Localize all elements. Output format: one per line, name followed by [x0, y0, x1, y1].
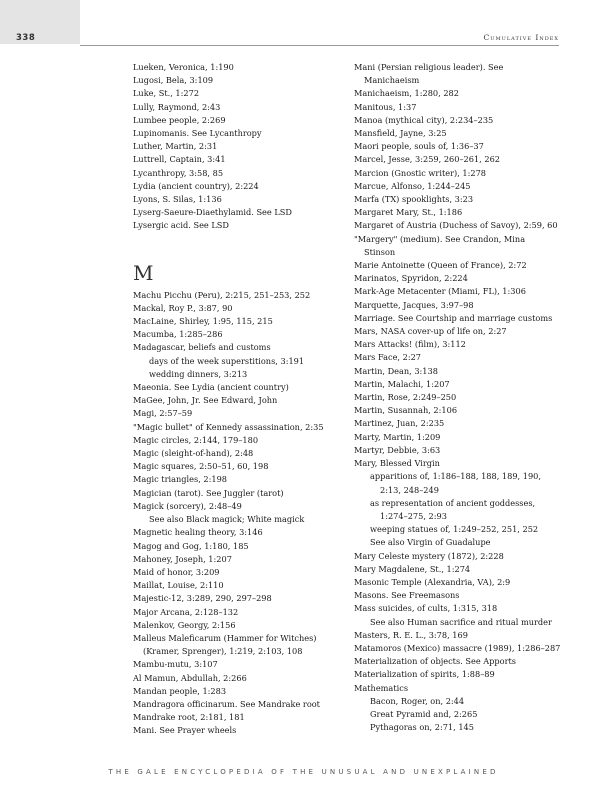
index-entry: Masters, R. E. L., 3:78, 169	[354, 629, 468, 640]
index-see-also: See also Human sacrifice and ritual murder	[370, 616, 552, 627]
index-entry: Marty, Martin, 1:209	[354, 431, 441, 442]
index-entry: Mars Face, 2:27	[354, 352, 422, 363]
index-entry: MaGee, John, Jr. See Edward, John	[133, 395, 278, 406]
index-entry: Magi, 2:57–59	[133, 408, 193, 419]
index-entry: Maid of honor, 3:209	[133, 566, 220, 577]
index-entry: Major Arcana, 2:128–132	[133, 606, 239, 617]
index-entry: Lyserg-Saeure-Diaethylamid. See LSD	[133, 207, 292, 218]
index-entry: Matamoros (Mexico) massacre (1989), 1:286–287	[354, 642, 561, 653]
index-entry: Marcel, Jesse, 3:259, 260–261, 262	[354, 154, 500, 165]
index-entry: Manoa (mythical city), 2:234–235	[354, 114, 494, 125]
index-subentry: as representation of ancient goddesses,	[370, 497, 536, 508]
index-entry: Lueken, Veronica, 1:190	[133, 62, 234, 72]
index-entry: Magick (sorcery), 2:48–49	[133, 500, 242, 511]
index-entry: Manichaeism, 1:280, 282	[354, 88, 459, 99]
index-subentry: apparitions of, 1:186–188, 188, 189, 190,	[370, 471, 541, 482]
index-entry: Lysergic acid. See LSD	[133, 220, 229, 231]
index-entry: Lugosi, Bela, 3:109	[133, 75, 214, 86]
index-entry: Materialization of objects. See Apports	[354, 656, 516, 667]
page-number-tab	[0, 0, 80, 44]
index-entry: Magic squares, 2:50–51, 60, 198	[133, 461, 269, 472]
index-entry: Martin, Susannah, 2:106	[354, 405, 458, 416]
index-entry: Luther, Martin, 2:31	[133, 141, 218, 152]
index-entry: Martinez, Juan, 2:235	[354, 418, 445, 429]
index-entry: Marfa (TX) spooklights, 3:23	[354, 194, 474, 205]
index-entry: Lyons, S. Silas, 1:136	[133, 194, 222, 205]
index-entry: MacLaine, Shirley, 1:95, 115, 215	[133, 316, 273, 327]
index-entry: Malenkov, Georgy, 2:156	[133, 619, 236, 630]
index-entry: Macumba, 1:285–286	[133, 329, 223, 340]
index-entry: Maeonia. See Lydia (ancient country)	[133, 382, 289, 393]
index-entry: Materialization of spirits, 1:88–89	[354, 669, 495, 680]
index-entry: Madagascar, beliefs and customs	[133, 342, 271, 353]
index-entry: Magog and Gog, 1:180, 185	[133, 540, 249, 551]
index-entry: Lycanthropy, 3:58, 85	[133, 167, 224, 178]
index-entry: Mathematics	[354, 682, 409, 693]
index-entry: Mandragora officinarum. See Mandrake root	[133, 698, 320, 709]
index-entry: Margaret of Austria (Duchess of Savoy), 2:59, 60	[354, 220, 558, 231]
index-entry-continuation: Stinson	[364, 246, 396, 257]
running-head: Cumulative Index	[483, 33, 559, 42]
index-entry-continuation: (Kramer, Sprenger), 1:219, 2:103, 108	[143, 646, 303, 657]
index-entry: Magic (sleight-of-hand), 2:48	[133, 448, 254, 459]
page-number: 338	[16, 33, 36, 43]
index-entry: Mars, NASA cover-up of life on, 2:27	[354, 326, 507, 337]
index-entry: Mark-Age Metacenter (Miami, FL), 1:306	[354, 286, 526, 297]
index-entry: Marie Antoinette (Queen of France), 2:72	[354, 260, 527, 271]
index-entry: Marinatos, Spyridon, 2:224	[354, 273, 468, 284]
index-entry: Machu Picchu (Peru), 2:215, 251–253, 252	[133, 289, 311, 300]
index-entry: Maori people, souls of, 1:36–37	[354, 141, 484, 152]
index-subentry: Bacon, Roger, on, 2:44	[370, 695, 465, 706]
index-subentry: Pythagoras on, 2:71, 145	[370, 722, 474, 733]
index-entry-continuation: Manichaeism	[364, 75, 420, 86]
right-column	[354, 61, 569, 734]
index-entry: Mackal, Roy P., 3:87, 90	[133, 302, 233, 313]
index-entry: Malleus Maleficarum (Hammer for Witches)	[133, 632, 317, 643]
index-entry: Lumbee people, 2:269	[133, 114, 226, 125]
index-entry: Mansfield, Jayne, 3:25	[354, 128, 447, 139]
index-entry: Magic triangles, 2:198	[133, 474, 227, 485]
index-entry: Mahoney, Joseph, 1:207	[133, 553, 232, 564]
index-entry: Martin, Dean, 3:138	[354, 365, 438, 376]
index-see-also: See also Black magick; White magick	[149, 514, 305, 525]
index-entry: Mandrake root, 2:181, 181	[133, 712, 245, 723]
index-entry: Luke, St., 1:272	[133, 88, 200, 99]
index-entry: Luttrell, Captain, 3:41	[133, 154, 226, 165]
header-rule	[80, 45, 559, 46]
index-entry: Lupinomanis. See Lycanthropy	[133, 128, 262, 139]
index-subentry-continuation: 2:13, 248–249	[380, 484, 439, 495]
index-entry: Mani (Persian religious leader). See	[354, 62, 504, 72]
index-entry: Martyr, Debbie, 3:63	[354, 444, 441, 455]
index-entry: Masons. See Freemasons	[354, 590, 460, 601]
index-entry: Mary, Blessed Virgin	[354, 458, 440, 469]
index-entry: Masonic Temple (Alexandria, VA), 2:9	[354, 576, 511, 587]
index-entry: Mani. See Prayer wheels	[133, 725, 237, 736]
index-entry: Martin, Rose, 2:249–250	[354, 392, 457, 403]
index-subentry: wedding dinners, 3:213	[149, 368, 248, 379]
index-entry: Mary Celeste mystery (1872), 2:228	[354, 550, 504, 561]
index-entry: Majestic-12, 3:289, 290, 297–298	[133, 593, 272, 604]
index-entry: Marriage. See Courtship and marriage customs	[354, 312, 553, 323]
index-entry: Lully, Raymond, 2:43	[133, 101, 221, 112]
index-entry: Magician (tarot). See Juggler (tarot)	[133, 487, 284, 498]
index-see-also: See also Virgin of Guadalupe	[370, 537, 491, 548]
index-entry: Maillat, Louise, 2:110	[133, 580, 224, 591]
index-entry: Magic circles, 2:144, 179–180	[133, 434, 259, 445]
index-entry: Marcion (Gnostic writer), 1:278	[354, 167, 487, 178]
index-entry: Marcue, Alfonso, 1:244–245	[354, 180, 471, 191]
index-subentry: days of the week superstitions, 3:191	[149, 355, 305, 366]
section-letter-m: M	[133, 260, 154, 285]
index-entry: Lydia (ancient country), 2:224	[133, 180, 259, 191]
index-subentry-continuation: 1:274–275, 2:93	[380, 510, 447, 521]
index-subentry: weeping statues of, 1:249–252, 251, 252	[370, 524, 539, 535]
index-entry: Magnetic healing theory, 3:146	[133, 527, 263, 538]
index-entry: "Magic bullet" of Kennedy assassination, 2:35	[133, 421, 324, 432]
page-footer: THE GALE ENCYCLOPEDIA OF THE UNUSUAL AND UNEXPLAINED	[108, 768, 499, 776]
index-entry: Al Mamun, Abdullah, 2:266	[133, 672, 247, 683]
index-entry: Marquette, Jacques, 3:97–98	[354, 299, 474, 310]
index-entry: Mandan people, 1:283	[133, 685, 227, 696]
left-column	[133, 61, 338, 738]
index-entry: Martin, Malachi, 1:207	[354, 378, 450, 389]
index-subentry: Great Pyramid and, 2:265	[370, 708, 478, 719]
index-entry: Mars Attacks! (film), 3:112	[354, 339, 466, 350]
index-entry: "Margery" (medium). See Crandon, Mina	[354, 233, 526, 244]
index-entry: Mass suicides, of cults, 1:315, 318	[354, 603, 498, 614]
index-entry: Mambu-mutu, 3:107	[133, 659, 218, 670]
index-entry: Margaret Mary, St., 1:186	[354, 207, 463, 218]
index-entry: Mary Magdalene, St., 1:274	[354, 563, 471, 574]
index-entry: Manitous, 1:37	[354, 101, 417, 112]
